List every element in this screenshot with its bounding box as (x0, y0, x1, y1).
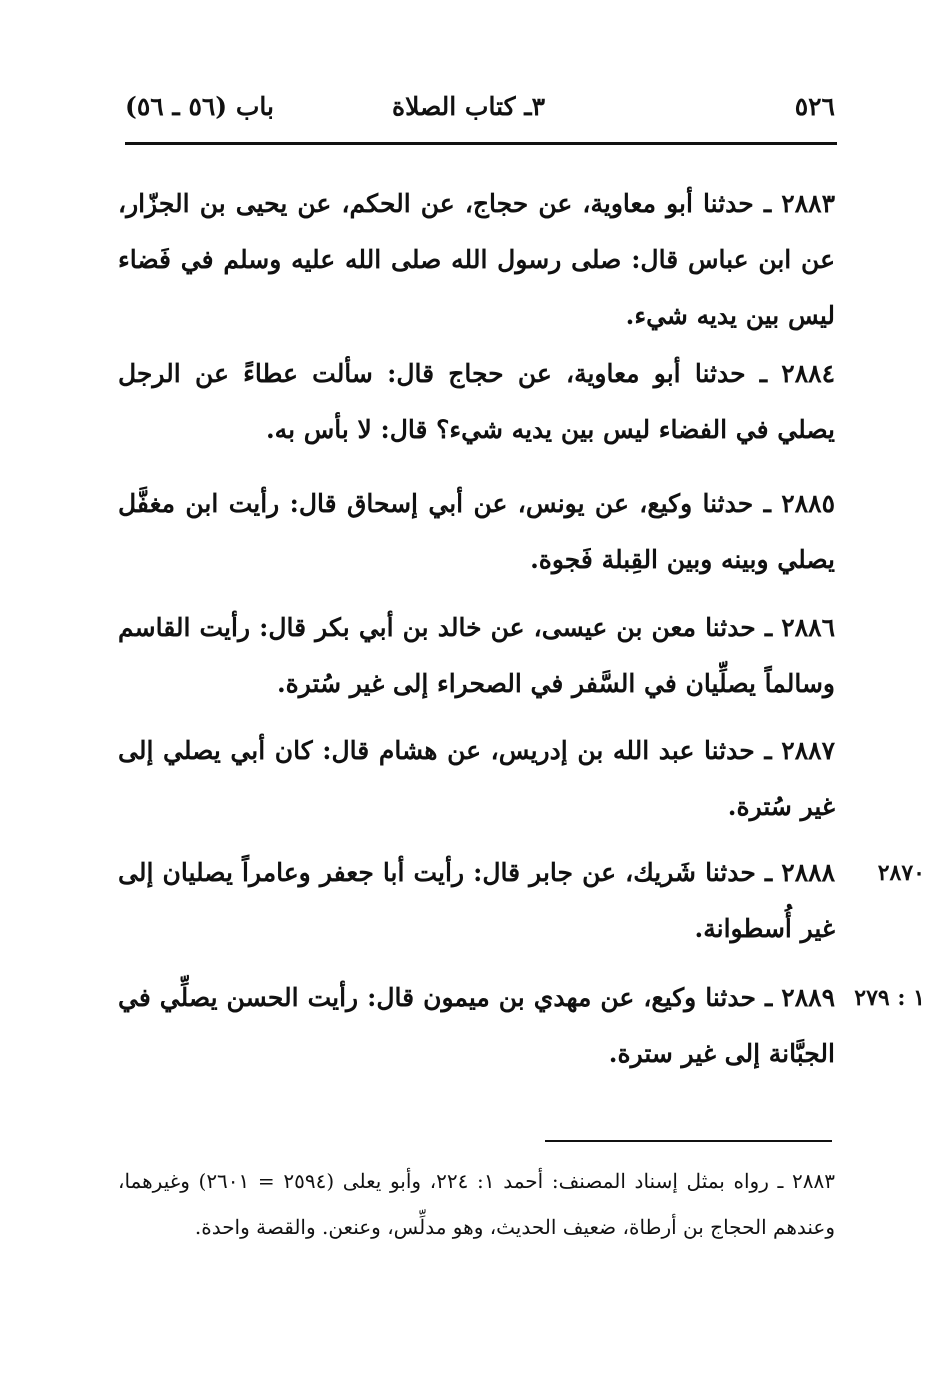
hadith-2886: ٢٨٨٦ ـ حدثنا معن بن عيسى، عن خالد بن أبي بكر قال: رأيت القاسم وسالماً يصلِّيان في السَّفر في الصحراء إلى غير سُترة. (118, 613, 835, 698)
hadith-2888: ٢٨٨٨ ـ حدثنا شَريك، عن جابر قال: رأيت أبا جعفر وعامراً يصليان إلى غير أُسطوانة. (118, 858, 835, 943)
hadith-2887: ٢٨٨٧ ـ حدثنا عبد الله بن إدريس، عن هشام قال: كان أبي يصلي إلى غير سُترة. (118, 736, 835, 821)
footnote-2883: ٢٨٨٣ ـ رواه بمثل إسناد المصنف: أحمد ١: ٢٢٤، وأبو يعلى (٢٥٩٤ = ٢٦٠١) وغيرهما، وعندهم الحجاج بن أرطاة، ضعيف الحديث، وهو مدلِّس، وعنعن. والقصة واحدة. (118, 1169, 835, 1239)
footnote-divider (545, 1140, 832, 1142)
page-number: ٥٢٦ (794, 92, 835, 121)
hadith-2889: ٢٨٨٩ ـ حدثنا وكيع، عن مهدي بن ميمون قال: رأيت الحسن يصلِّي في الجبَّانة إلى غير سترة. (118, 983, 835, 1068)
hadith-2883: ٢٨٨٣ ـ حدثنا أبو معاوية، عن حجاج، عن الحكم، عن يحيى بن الجزّار، عن ابن عباس قال: صلى رسول الله صلى الله عليه وسلم في فَضاء ليس بين يديه شيء. (118, 189, 835, 330)
hadith-2885: ٢٨٨٥ ـ حدثنا وكيع، عن يونس، عن أبي إسحاق قال: رأيت ابن مغفَّل يصلي وبينه وبين القِبلة فَجوة. (118, 489, 835, 574)
header-divider (125, 142, 837, 145)
chapter-range: باب (٥٦ ـ ٥٦) (125, 92, 274, 121)
page-header (125, 92, 835, 134)
book-title: ٣ـ كتاب الصلاة (391, 92, 545, 121)
hadith-2884: ٢٨٨٤ ـ حدثنا أبو معاوية، عن حجاج قال: سألت عطاءً عن الرجل يصلي في الفضاء ليس بين يديه شيء؟ قال: لا بأس به. (118, 359, 835, 444)
margin-ref-2888: ٢٨٧٠ (877, 860, 925, 886)
margin-ref-2889: ١ : ٢٧٩ (854, 985, 925, 1011)
